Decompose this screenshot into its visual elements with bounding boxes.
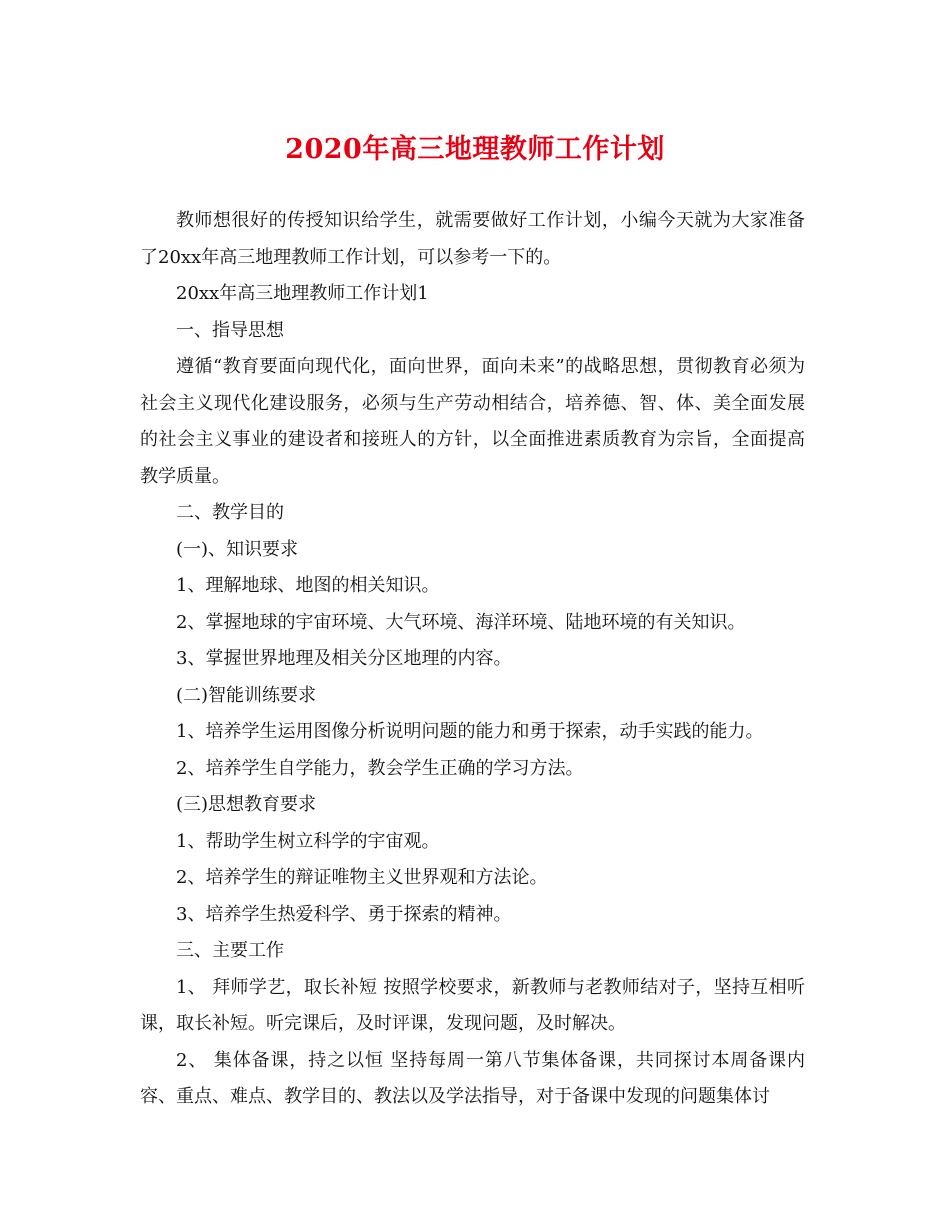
section-heading-main-work: 三、主要工作 [176,940,284,961]
list-item: 2、掌握地球的宇宙环境、大气环境、海洋环境、陆地环境的有关知识。 [176,611,746,633]
paragraph-work-item: 2、 集体备课，持之以恒 坚持每周一第八节集体备课，共同探讨本周备课内容、重点、难点、教学目的、教法以及学法指导，对于备课中发现的问题集体讨 [140,1049,805,1107]
paragraph-intro: 教师想很好的传授知识给学生，就需要做好工作计划，小编今天就为大家准备了20xx年高三地理教师工作计划，可以参考一下的。 [140,210,805,268]
subheading-skills: (二)智能训练要求 [176,684,317,706]
paragraph-work-item: 1、 拜师学艺，取长补短 按照学校要求，新教师与老教师结对子，坚持互相听课，取长补短。听完课后，及时评课，发现问题，及时解决。 [140,976,805,1034]
list-item: 1、帮助学生树立科学的宇宙观。 [176,830,440,852]
document-title: 2020年高三地理教师工作计划 [285,134,665,165]
subheading-ideology: (三)思想教育要求 [176,794,317,815]
list-item: 1、理解地球、地图的相关知识。 [176,575,440,596]
list-item: 3、培养学生热爱科学、勇于探索的精神。 [176,903,512,925]
section-heading-guiding-thought: 一、指导思想 [176,319,284,341]
paragraph-guiding-thought: 遵循“教育要面向现代化，面向世界，面向未来”的战略思想，贯彻教育必须为社会主义现代化建设服务，必须与生产劳动相结合，培养德、智、体、美全面发展的社会主义事业的建设者和接班人的方针，以全面推进素质教育为宗旨，全面提高教学质量。 [140,356,805,487]
document-body [140,203,805,1116]
paragraph-plan-heading: 20xx年高三地理教师工作计划1 [176,283,429,304]
list-item: 1、培养学生运用图像分析说明问题的能力和勇于探索，动手实践的能力。 [176,721,764,742]
list-item: 2、培养学生自学能力，教会学生正确的学习方法。 [176,757,584,779]
section-heading-teaching-goals: 二、教学目的 [176,502,284,523]
list-item: 3、掌握世界地理及相关分区地理的内容。 [176,648,512,669]
subheading-knowledge: (一)、知识要求 [176,538,299,560]
list-item: 2、培养学生的辩证唯物主义世界观和方法论。 [176,867,548,888]
